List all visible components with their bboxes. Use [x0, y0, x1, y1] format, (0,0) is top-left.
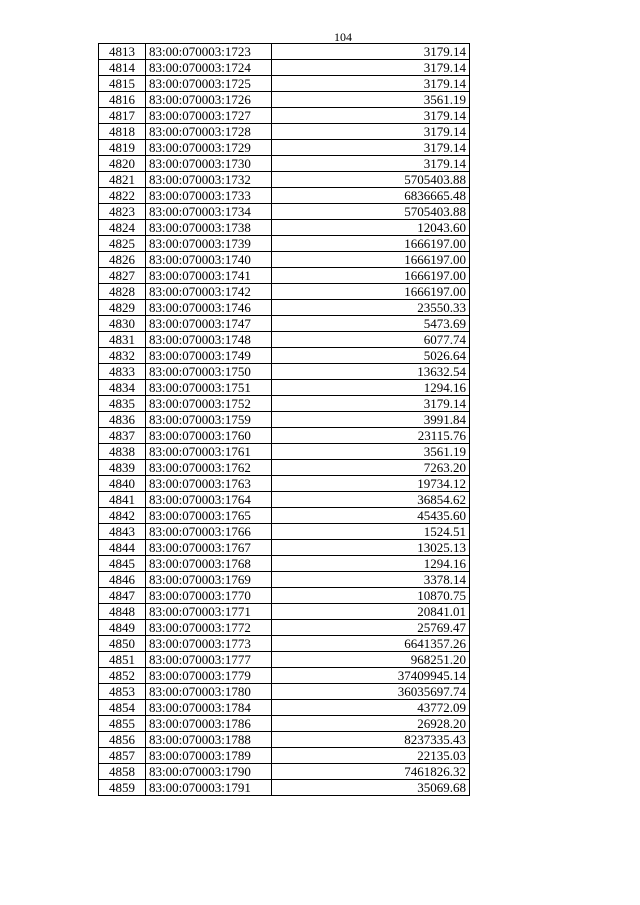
- cadastral-value: 1294.16: [272, 380, 470, 396]
- cadastral-number: 83:00:070003:1738: [146, 220, 272, 236]
- table-row: [99, 124, 470, 140]
- cadastral-value: 1666197.00: [272, 268, 470, 284]
- table-row: [99, 300, 470, 316]
- cadastral-number: 83:00:070003:1760: [146, 428, 272, 444]
- row-number: 4826: [99, 252, 146, 268]
- row-number: 4822: [99, 188, 146, 204]
- cadastral-number: 83:00:070003:1729: [146, 140, 272, 156]
- cadastral-value: 45435.60: [272, 508, 470, 524]
- row-number: 4832: [99, 348, 146, 364]
- table-row: [99, 492, 470, 508]
- row-number: 4831: [99, 332, 146, 348]
- cadastral-number: 83:00:070003:1750: [146, 364, 272, 380]
- table-row: [99, 524, 470, 540]
- cadastral-value: 3179.14: [272, 124, 470, 140]
- table-row: [99, 60, 470, 76]
- row-number: 4850: [99, 636, 146, 652]
- table-row: [99, 668, 470, 684]
- table-body: [99, 44, 470, 796]
- cadastral-value: 22135.03: [272, 748, 470, 764]
- row-number: 4857: [99, 748, 146, 764]
- cadastral-number: 83:00:070003:1732: [146, 172, 272, 188]
- row-number: 4834: [99, 380, 146, 396]
- row-number: 4825: [99, 236, 146, 252]
- cadastral-number: 83:00:070003:1791: [146, 780, 272, 796]
- cadastral-number: 83:00:070003:1765: [146, 508, 272, 524]
- cadastral-value: 5026.64: [272, 348, 470, 364]
- cadastral-value: 26928.20: [272, 716, 470, 732]
- table-row: [99, 156, 470, 172]
- row-number: 4839: [99, 460, 146, 476]
- row-number: 4815: [99, 76, 146, 92]
- cadastral-number: 83:00:070003:1773: [146, 636, 272, 652]
- row-number: 4851: [99, 652, 146, 668]
- cadastral-value: 3561.19: [272, 92, 470, 108]
- cadastral-number: 83:00:070003:1723: [146, 44, 272, 60]
- cadastral-number: 83:00:070003:1788: [146, 732, 272, 748]
- cadastral-number: 83:00:070003:1728: [146, 124, 272, 140]
- cadastral-number: 83:00:070003:1751: [146, 380, 272, 396]
- table-row: [99, 380, 470, 396]
- cadastral-value: 36035697.74: [272, 684, 470, 700]
- table-row: [99, 508, 470, 524]
- row-number: 4842: [99, 508, 146, 524]
- row-number: 4846: [99, 572, 146, 588]
- cadastral-number: 83:00:070003:1761: [146, 444, 272, 460]
- cadastral-value: 35069.68: [272, 780, 470, 796]
- table-row: [99, 428, 470, 444]
- table-row: [99, 460, 470, 476]
- cadastral-value: 5473.69: [272, 316, 470, 332]
- row-number: 4817: [99, 108, 146, 124]
- cadastral-value: 10870.75: [272, 588, 470, 604]
- table-row: [99, 396, 470, 412]
- cadastral-number: 83:00:070003:1766: [146, 524, 272, 540]
- cadastral-value: 13025.13: [272, 540, 470, 556]
- table-row: [99, 140, 470, 156]
- table-row: [99, 92, 470, 108]
- table-row: [99, 204, 470, 220]
- cadastral-number: 83:00:070003:1784: [146, 700, 272, 716]
- cadastral-value: 6836665.48: [272, 188, 470, 204]
- table-row: [99, 284, 470, 300]
- cadastral-value: 5705403.88: [272, 204, 470, 220]
- row-number: 4833: [99, 364, 146, 380]
- table-row: [99, 780, 470, 796]
- cadastral-number: 83:00:070003:1730: [146, 156, 272, 172]
- cadastral-number: 83:00:070003:1780: [146, 684, 272, 700]
- cadastral-value: 3179.14: [272, 60, 470, 76]
- cadastral-value: 3179.14: [272, 140, 470, 156]
- row-number: 4823: [99, 204, 146, 220]
- row-number: 4849: [99, 620, 146, 636]
- table-row: [99, 108, 470, 124]
- row-number: 4848: [99, 604, 146, 620]
- table-row: [99, 620, 470, 636]
- cadastral-value: 23115.76: [272, 428, 470, 444]
- cadastral-number: 83:00:070003:1725: [146, 76, 272, 92]
- cadastral-number: 83:00:070003:1790: [146, 764, 272, 780]
- cadastral-number: 83:00:070003:1742: [146, 284, 272, 300]
- cadastral-number: 83:00:070003:1740: [146, 252, 272, 268]
- table-row: [99, 476, 470, 492]
- cadastral-number: 83:00:070003:1762: [146, 460, 272, 476]
- row-number: 4840: [99, 476, 146, 492]
- cadastral-number: 83:00:070003:1741: [146, 268, 272, 284]
- cadastral-value: 3179.14: [272, 76, 470, 92]
- cadastral-value: 3179.14: [272, 44, 470, 60]
- row-number: 4856: [99, 732, 146, 748]
- table-row: [99, 572, 470, 588]
- row-number: 4813: [99, 44, 146, 60]
- cadastral-number: 83:00:070003:1789: [146, 748, 272, 764]
- data-table: [98, 43, 470, 796]
- row-number: 4818: [99, 124, 146, 140]
- cadastral-value: 5705403.88: [272, 172, 470, 188]
- cadastral-value: 3991.84: [272, 412, 470, 428]
- table-row: [99, 556, 470, 572]
- cadastral-number: 83:00:070003:1739: [146, 236, 272, 252]
- cadastral-number: 83:00:070003:1772: [146, 620, 272, 636]
- table-row: [99, 172, 470, 188]
- cadastral-value: 1524.51: [272, 524, 470, 540]
- table-row: [99, 412, 470, 428]
- cadastral-value: 8237335.43: [272, 732, 470, 748]
- row-number: 4814: [99, 60, 146, 76]
- row-number: 4858: [99, 764, 146, 780]
- row-number: 4816: [99, 92, 146, 108]
- cadastral-number: 83:00:070003:1770: [146, 588, 272, 604]
- row-number: 4859: [99, 780, 146, 796]
- cadastral-number: 83:00:070003:1767: [146, 540, 272, 556]
- table-row: [99, 44, 470, 60]
- table-row: [99, 732, 470, 748]
- table-row: [99, 716, 470, 732]
- cadastral-value: 36854.62: [272, 492, 470, 508]
- cadastral-number: 83:00:070003:1777: [146, 652, 272, 668]
- row-number: 4847: [99, 588, 146, 604]
- table-row: [99, 76, 470, 92]
- table-row: [99, 636, 470, 652]
- row-number: 4837: [99, 428, 146, 444]
- table-row: [99, 332, 470, 348]
- row-number: 4821: [99, 172, 146, 188]
- table-row: [99, 604, 470, 620]
- cadastral-value: 7461826.32: [272, 764, 470, 780]
- cadastral-value: 7263.20: [272, 460, 470, 476]
- cadastral-value: 3179.14: [272, 396, 470, 412]
- cadastral-value: 23550.33: [272, 300, 470, 316]
- table-row: [99, 252, 470, 268]
- table-row: [99, 684, 470, 700]
- row-number: 4836: [99, 412, 146, 428]
- row-number: 4853: [99, 684, 146, 700]
- page-number: 104: [334, 30, 352, 44]
- cadastral-value: 968251.20: [272, 652, 470, 668]
- cadastral-value: 13632.54: [272, 364, 470, 380]
- cadastral-value: 43772.09: [272, 700, 470, 716]
- table-row: [99, 588, 470, 604]
- cadastral-number: 83:00:070003:1748: [146, 332, 272, 348]
- cadastral-value: 1666197.00: [272, 252, 470, 268]
- cadastral-number: 83:00:070003:1763: [146, 476, 272, 492]
- cadastral-value: 3179.14: [272, 108, 470, 124]
- cadastral-value: 1294.16: [272, 556, 470, 572]
- cadastral-number: 83:00:070003:1752: [146, 396, 272, 412]
- row-number: 4844: [99, 540, 146, 556]
- cadastral-number: 83:00:070003:1734: [146, 204, 272, 220]
- cadastral-value: 25769.47: [272, 620, 470, 636]
- row-number: 4845: [99, 556, 146, 572]
- row-number: 4827: [99, 268, 146, 284]
- cadastral-number: 83:00:070003:1746: [146, 300, 272, 316]
- table-row: [99, 220, 470, 236]
- row-number: 4829: [99, 300, 146, 316]
- cadastral-number: 83:00:070003:1724: [146, 60, 272, 76]
- table-row: [99, 748, 470, 764]
- cadastral-number: 83:00:070003:1764: [146, 492, 272, 508]
- cadastral-number: 83:00:070003:1726: [146, 92, 272, 108]
- table-row: [99, 236, 470, 252]
- table-row: [99, 540, 470, 556]
- table-row: [99, 364, 470, 380]
- cadastral-value: 6641357.26: [272, 636, 470, 652]
- cadastral-value: 3561.19: [272, 444, 470, 460]
- cadastral-number: 83:00:070003:1733: [146, 188, 272, 204]
- table-row: [99, 700, 470, 716]
- row-number: 4854: [99, 700, 146, 716]
- table-row: [99, 348, 470, 364]
- cadastral-number: 83:00:070003:1747: [146, 316, 272, 332]
- table-row: [99, 652, 470, 668]
- cadastral-value: 3179.14: [272, 156, 470, 172]
- cadastral-number: 83:00:070003:1759: [146, 412, 272, 428]
- cadastral-number: 83:00:070003:1727: [146, 108, 272, 124]
- table-row: [99, 268, 470, 284]
- row-number: 4852: [99, 668, 146, 684]
- row-number: 4835: [99, 396, 146, 412]
- table-row: [99, 316, 470, 332]
- cadastral-value: 20841.01: [272, 604, 470, 620]
- cadastral-number: 83:00:070003:1786: [146, 716, 272, 732]
- row-number: 4855: [99, 716, 146, 732]
- cadastral-value: 12043.60: [272, 220, 470, 236]
- cadastral-number: 83:00:070003:1769: [146, 572, 272, 588]
- table-row: [99, 764, 470, 780]
- cadastral-value: 6077.74: [272, 332, 470, 348]
- cadastral-number: 83:00:070003:1768: [146, 556, 272, 572]
- row-number: 4838: [99, 444, 146, 460]
- cadastral-number: 83:00:070003:1771: [146, 604, 272, 620]
- row-number: 4819: [99, 140, 146, 156]
- row-number: 4820: [99, 156, 146, 172]
- row-number: 4824: [99, 220, 146, 236]
- table-row: [99, 444, 470, 460]
- table-row: [99, 188, 470, 204]
- cadastral-value: 1666197.00: [272, 236, 470, 252]
- cadastral-value: 1666197.00: [272, 284, 470, 300]
- cadastral-value: 19734.12: [272, 476, 470, 492]
- row-number: 4841: [99, 492, 146, 508]
- cadastral-value: 3378.14: [272, 572, 470, 588]
- row-number: 4843: [99, 524, 146, 540]
- row-number: 4828: [99, 284, 146, 300]
- cadastral-value: 37409945.14: [272, 668, 470, 684]
- row-number: 4830: [99, 316, 146, 332]
- cadastral-number: 83:00:070003:1779: [146, 668, 272, 684]
- cadastral-number: 83:00:070003:1749: [146, 348, 272, 364]
